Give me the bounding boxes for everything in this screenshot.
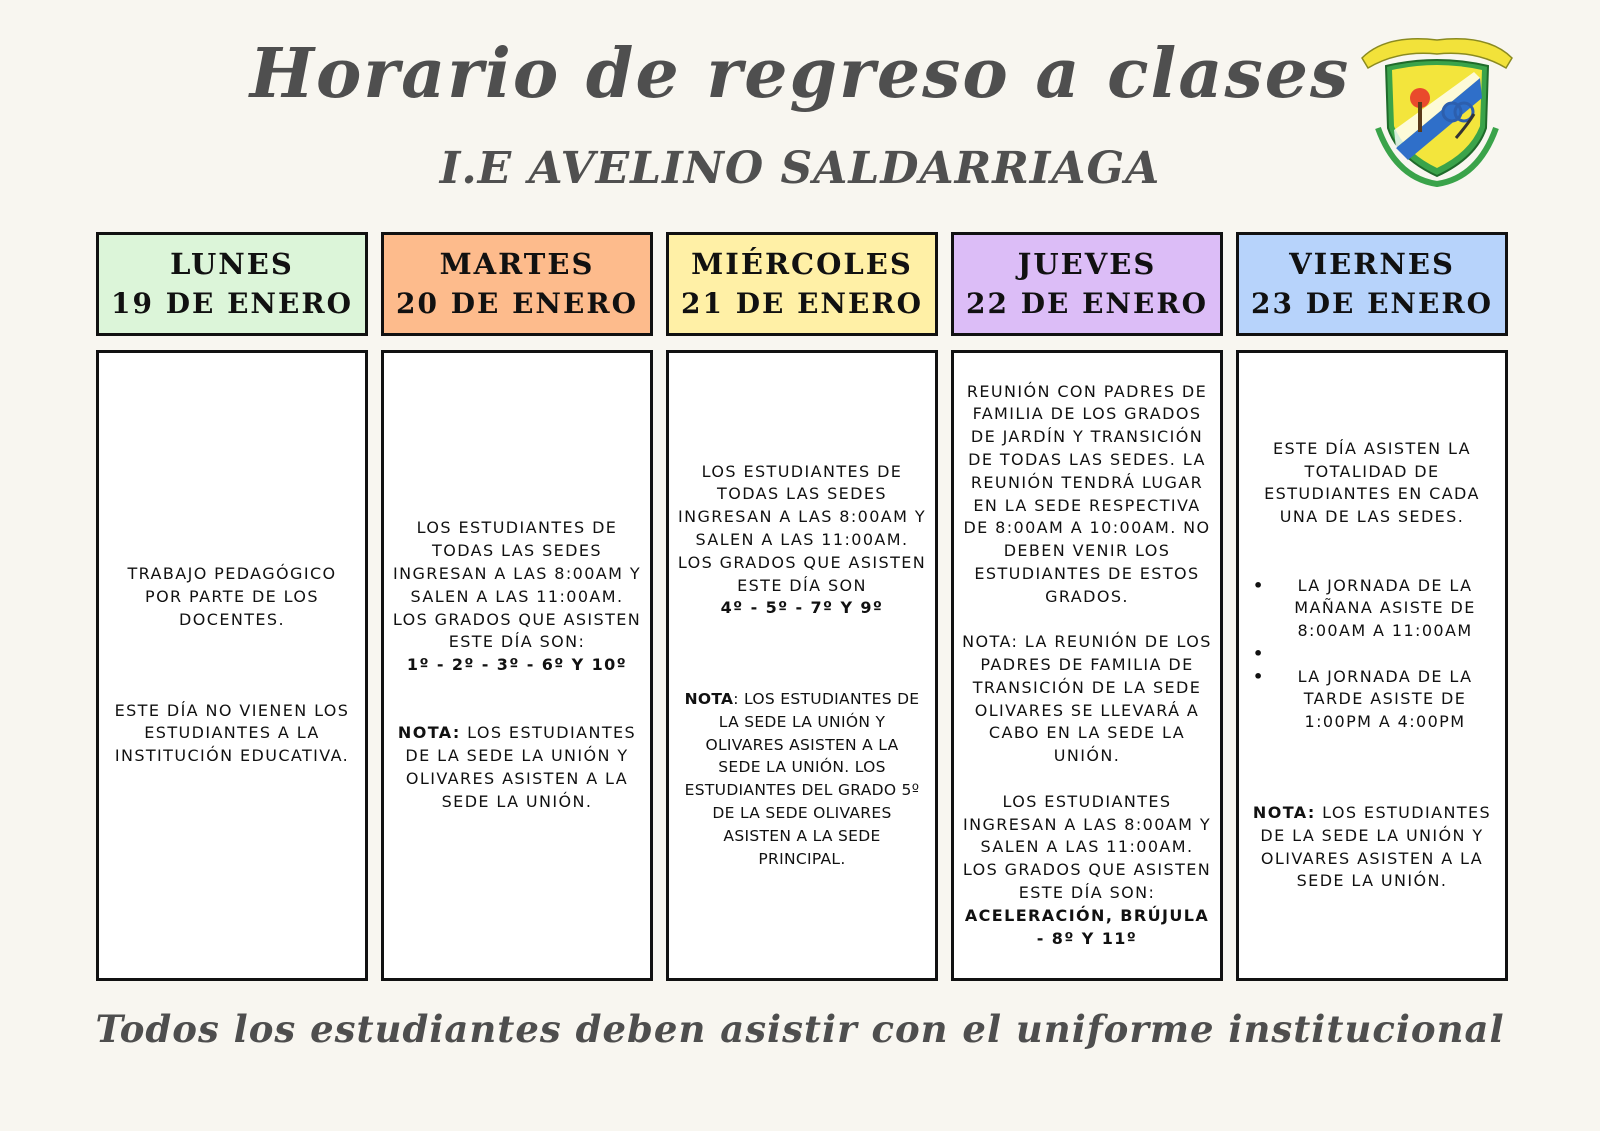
header-miercoles bbox=[666, 232, 938, 336]
day-date: 22 DE ENERO bbox=[965, 287, 1209, 320]
bullet-item: • LA JORNADA DE LA MAÑANA ASISTE DE 8:00AM A 11:00AM bbox=[1247, 575, 1497, 643]
note-paragraph bbox=[392, 722, 642, 813]
school-crest-icon bbox=[1356, 28, 1518, 188]
header-jueves bbox=[951, 232, 1223, 336]
note-text: LOS ESTUDIANTES DE LA SEDE LA UNIÓN Y OLIVARES ASISTEN A LA SEDE LA UNIÓN. bbox=[405, 723, 637, 811]
page-title: Horario de regreso a clases bbox=[249, 34, 1351, 114]
body-miercoles bbox=[666, 350, 938, 981]
note-text: : LOS ESTUDIANTES DE LA SEDE LA UNIÓN Y OLIVARES ASISTEN A LA SEDE LA UNIÓN. LOS ESTUDIANTES DEL GRADO 5º DE LA SEDE OLIVARES ASISTEN A LA SEDE PRINCIPAL. bbox=[684, 690, 920, 868]
note-paragraph bbox=[1247, 802, 1497, 893]
school-name: I.E AVELINO SALDARRIAGA bbox=[439, 143, 1161, 194]
body-lunes bbox=[96, 350, 368, 981]
day-text: TRABAJO PEDAGÓGICO POR PARTE DE LOS DOCENTES. bbox=[127, 564, 337, 629]
bullet-spacer bbox=[1247, 643, 1497, 666]
body-jueves bbox=[951, 350, 1223, 981]
note-text: LOS ESTUDIANTES DE LA SEDE LA UNIÓN Y OLIVARES ASISTEN A LA SEDE LA UNIÓN. bbox=[1260, 803, 1492, 891]
grades-list: ACELERACIÓN, BRÚJULA - 8º Y 11º bbox=[964, 905, 1210, 948]
day-name: MARTES bbox=[439, 247, 595, 281]
header-martes bbox=[381, 232, 653, 336]
day-date: 20 DE ENERO bbox=[395, 287, 639, 320]
day-text: REUNIÓN CON PADRES DE FAMILIA DE LOS GRADOS DE JARDÍN Y TRANSICIÓN DE TODAS LAS SEDES. LA REUNIÓN TENDRÁ LUGAR EN LA SEDE RESPECTIVA DE 8:00AM A 10:00AM. NO DEBEN VENIR LOS ESTUDIANTES DE ESTOS GRADOS. bbox=[963, 381, 1211, 606]
bullet-item: • LA JORNADA DE LA TARDE ASISTE DE 1:00PM A 4:00PM bbox=[1247, 666, 1497, 734]
day-text: LOS ESTUDIANTES DE TODAS LAS SEDES INGRESAN A LAS 8:00AM Y SALEN A LAS 11:00AM. LOS GRADOS QUE ASISTEN ESTE DÍA SON: bbox=[392, 518, 642, 652]
header-lunes bbox=[96, 232, 368, 336]
day-date: 19 DE ENERO bbox=[110, 287, 354, 320]
note-label: NOTA bbox=[684, 690, 734, 709]
day-text: ESTE DÍA ASISTEN LA TOTALIDAD DE ESTUDIANTES EN CADA UNA DE LAS SEDES. bbox=[1264, 438, 1480, 527]
day-name: LUNES bbox=[170, 247, 294, 281]
note-paragraph: NOTA: LA REUNIÓN DE LOS PADRES DE FAMILIA DE TRANSICIÓN DE LA SEDE OLIVARES SE LLEVARÁ A CABO EN LA SEDE LA UNIÓN. bbox=[962, 632, 1212, 766]
day-name: JUEVES bbox=[1017, 247, 1157, 281]
grades-list: 1º - 2º - 3º - 6º Y 10º bbox=[406, 655, 628, 675]
body-martes bbox=[381, 350, 653, 981]
day-name: MIÉRCOLES bbox=[691, 247, 913, 281]
grades-list: 4º - 5º - 7º Y 9º bbox=[720, 598, 884, 618]
body-viernes bbox=[1236, 350, 1508, 981]
note-paragraph bbox=[677, 688, 927, 870]
day-date: 21 DE ENERO bbox=[680, 287, 924, 320]
day-text: ESTE DÍA NO VIENEN LOS ESTUDIANTES A LA INSTITUCIÓN EDUCATIVA. bbox=[114, 700, 350, 766]
schedule-bullets bbox=[1247, 575, 1497, 735]
uniform-notice: Todos los estudiantes deben asistir con el uniforme institucional bbox=[95, 1007, 1505, 1051]
day-date: 23 DE ENERO bbox=[1250, 287, 1494, 320]
header-viernes bbox=[1236, 232, 1508, 336]
day-text: LOS ESTUDIANTES DE TODAS LAS SEDES INGRESAN A LAS 8:00AM Y SALEN A LAS 11:00AM. LOS GRADOS QUE ASISTEN ESTE DÍA SON bbox=[677, 461, 927, 595]
day-name: VIERNES bbox=[1289, 247, 1455, 281]
day-text: LOS ESTUDIANTES INGRESAN A LAS 8:00AM Y SALEN A LAS 11:00AM. LOS GRADOS QUE ASISTEN ESTE DÍA SON: bbox=[962, 791, 1212, 903]
note-label: NOTA: bbox=[1252, 803, 1316, 823]
note-label: NOTA: bbox=[397, 723, 461, 743]
